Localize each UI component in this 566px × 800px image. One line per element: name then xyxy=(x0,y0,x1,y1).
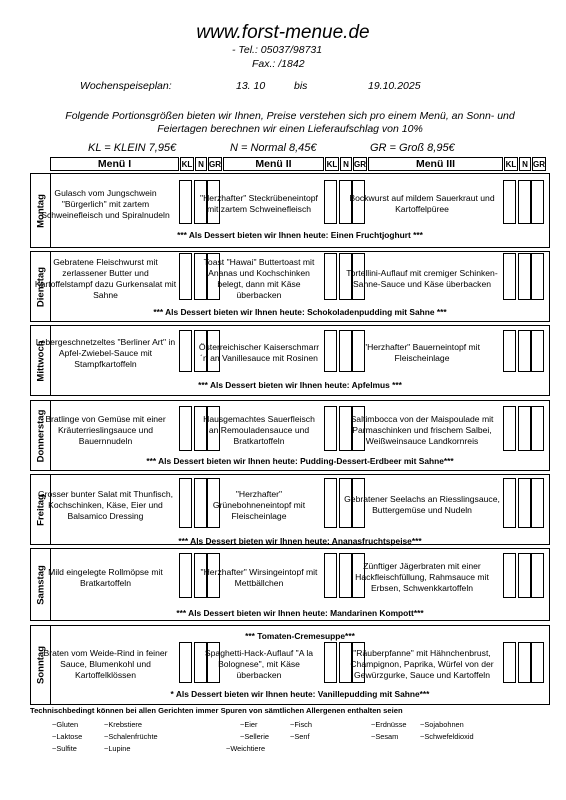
order-box-menu3-gr[interactable] xyxy=(531,330,544,372)
day-name: Sonntag xyxy=(35,646,46,684)
dish-text: Zünftiger Jägerbraten mit einer Hackfleischfüllung, Rahmsauce mit Erbsen, Schwenkkartoffeln xyxy=(355,561,489,593)
order-box-menu3-kl[interactable] xyxy=(503,330,516,372)
dish-text: Lebergeschnetzeltes "Berliner Art" in Apfel-Zwiebel-Sauce mit Stampfkartoffeln xyxy=(35,336,176,369)
dish-text: "Herzhafter" Grünebohneneintopf mit Fleischeinlage xyxy=(212,488,306,521)
order-box-menu3-kl[interactable] xyxy=(503,642,516,683)
day-block-dienstag xyxy=(30,251,550,322)
order-box-menu3-n[interactable] xyxy=(518,253,531,300)
order-box-menu1-kl[interactable] xyxy=(179,406,192,451)
day-block-freitag xyxy=(30,474,550,545)
menu-2-dish xyxy=(198,255,320,302)
menu-3-dish xyxy=(343,182,501,226)
column-header-n-2: N xyxy=(340,157,352,171)
dish-text: Saltimbocca von der Maispoulade mit Parmaschinken und frischem Salbei, Weißweinsauce Landkornreis xyxy=(350,414,494,446)
plan-label: Wochenspeiseplan: xyxy=(80,80,172,92)
menu-3-dish xyxy=(343,644,501,685)
order-box-menu3-gr[interactable] xyxy=(531,253,544,300)
menu-1-dish xyxy=(34,255,177,302)
dish-text: Hausgemachtes Sauerfleisch an Remouladensauce und Bratkartoffeln xyxy=(203,414,315,446)
dessert-line: *** Als Dessert bieten wir Ihnen heute: Mandarinen Kompott*** xyxy=(176,608,424,618)
dish-text: Spaghetti-Hack-Auflauf "A la Bolognese", mit Käse überbacken xyxy=(204,648,314,680)
allergen-item: ~Fisch xyxy=(290,720,312,729)
dish-text: Gulasch vom Jungschwein "Bürgerlich" mit zartem Schweinefleisch und Spiralnudeln xyxy=(41,187,170,220)
menu-2-dish xyxy=(198,408,320,453)
order-box-menu3-gr[interactable] xyxy=(531,642,544,683)
allergen-item: ~Sesam xyxy=(371,732,399,741)
day-name: Freitag xyxy=(35,493,46,526)
menu-2-dish xyxy=(198,332,320,374)
allergen-item: ~Senf xyxy=(290,732,310,741)
day-name: Montag xyxy=(35,193,46,228)
allergen-item: ~Schalenfrüchte xyxy=(104,732,158,741)
menu-2-dish xyxy=(198,644,320,685)
order-box-menu3-n[interactable] xyxy=(518,478,531,528)
menu-1-dish xyxy=(34,182,177,226)
column-header-gr-3: GR xyxy=(532,157,546,171)
dessert-line: *** Als Dessert bieten wir Ihnen heute: Pudding-Dessert-Erdbeer mit Sahne*** xyxy=(146,456,454,466)
order-box-menu1-kl[interactable] xyxy=(179,478,192,528)
dish-text: "Herzhafter" Wirsingeintopf mit Mettbällchen xyxy=(200,566,318,588)
dish-text: Bockwurst auf mildem Sauerkraut und Kartoffelpüree xyxy=(349,193,495,214)
menu-1-dish xyxy=(34,555,177,600)
allergen-item: ~Sulfite xyxy=(52,744,77,753)
day-name: Dienstag xyxy=(35,266,46,307)
order-box-menu3-n[interactable] xyxy=(518,642,531,683)
order-box-menu3-kl[interactable] xyxy=(503,553,516,598)
order-box-menu2-kl[interactable] xyxy=(324,642,337,683)
day-name: Samstag xyxy=(35,564,46,605)
column-header-n-3: N xyxy=(519,157,531,171)
allergen-item: ~Laktose xyxy=(52,732,83,741)
menu-1-dish xyxy=(34,332,177,374)
column-header-kl-3: KL xyxy=(504,157,518,171)
order-box-menu3-n[interactable] xyxy=(518,553,531,598)
allergen-item: ~Sellerie xyxy=(240,732,269,741)
order-box-menu1-kl[interactable] xyxy=(179,253,192,300)
order-box-menu3-n[interactable] xyxy=(518,406,531,451)
column-header-kl-1: KL xyxy=(180,157,194,171)
menu-2-dish xyxy=(198,555,320,600)
dessert-line: * Als Dessert bieten wir Ihnen heute: Vanillepudding mit Sahne*** xyxy=(170,689,430,699)
allergen-note: Technischbedingt können bei allen Gerichten immer Spuren von sämtlichen Allergenen enthalten seien xyxy=(30,706,403,715)
day-block-sonntag xyxy=(30,625,550,705)
order-box-menu2-kl[interactable] xyxy=(324,330,337,372)
dessert-line: *** Als Dessert bieten wir Ihnen heute: Apfelmus *** xyxy=(198,380,402,390)
dish-text: Grosser bunter Salat mit Thunfisch, Kochschinken, Käse, Eier und Balsamico Dressing xyxy=(37,488,173,521)
dish-text: Bratlinge von Gemüse mit einer Kräuterrieslingsauce und Bauernnudeln xyxy=(45,414,166,446)
allergen-item: ~Sojabohnen xyxy=(420,720,464,729)
menu-3-dish xyxy=(343,332,501,374)
order-box-menu3-n[interactable] xyxy=(518,330,531,372)
telephone: - Tel.: 05037/98731 xyxy=(232,44,323,56)
column-header-n-1: N xyxy=(195,157,207,171)
column-header-kl-2: KL xyxy=(325,157,339,171)
dish-text: "Herzhafter" Bauerneintopf mit Fleischeinlage xyxy=(364,342,480,363)
allergen-item: ~Krebstiere xyxy=(104,720,142,729)
allergen-item: ~Weichtiere xyxy=(226,744,266,753)
size-kl: KL = KLEIN 7,95€ xyxy=(88,142,177,154)
column-header-gr-2: GR xyxy=(353,157,367,171)
order-box-menu3-gr[interactable] xyxy=(531,553,544,598)
order-box-menu3-gr[interactable] xyxy=(531,406,544,451)
order-box-menu2-kl[interactable] xyxy=(324,553,337,598)
menu-1-dish xyxy=(34,408,177,453)
dessert-line: *** Als Dessert bieten wir Ihnen heute: Einen Fruchtjoghurt *** xyxy=(177,230,423,240)
day-name: Donnerstag xyxy=(35,409,46,462)
dessert-line: *** Als Dessert bieten wir Ihnen heute: Ananasfruchtspeise*** xyxy=(178,536,422,546)
column-header-menu3: Menü III xyxy=(368,157,503,171)
day-block-donnerstag xyxy=(30,400,550,471)
dish-text: Mild eingelegte Rollmöpse mit Bratkartoffeln xyxy=(48,566,163,588)
column-header-menu1: Menü I xyxy=(50,157,179,171)
soup-line: *** Tomaten-Cremesuppe*** xyxy=(245,631,355,641)
allergen-item: ~Eier xyxy=(240,720,258,729)
dish-text: Gebratener Seelachs an Riesslingsauce, Buttergemüse und Nudeln xyxy=(344,494,500,515)
date-separator: bis xyxy=(294,80,308,92)
order-box-menu3-kl[interactable] xyxy=(503,406,516,451)
website-title: www.forst-menue.de xyxy=(196,22,370,43)
dessert-line: *** Als Dessert bieten wir Ihnen heute: Schokoladenpudding mit Sahne *** xyxy=(153,307,447,317)
dish-text: "Räuberpfanne" mit Hähnchenbrust, Champignon, Paprika, Würfel von der Gewürzgurke, Sauce und Kartoffeln xyxy=(350,648,494,680)
menu-2-dish xyxy=(198,480,320,530)
dish-text: Toast "Hawai" Buttertoast mit Ananas und Kochschinken belegt, dann mit Käse überbacken xyxy=(203,256,315,300)
size-gr: GR = Groß 8,95€ xyxy=(370,142,455,154)
order-box-menu1-kl[interactable] xyxy=(179,180,192,224)
order-box-menu3-gr[interactable] xyxy=(531,478,544,528)
order-box-menu2-kl[interactable] xyxy=(324,180,337,224)
menu-2-dish xyxy=(198,182,320,226)
menu-3-dish xyxy=(343,408,501,453)
order-box-menu2-kl[interactable] xyxy=(324,478,337,528)
menu-3-dish xyxy=(343,480,501,530)
dish-text: Tortellini-Auflauf mit cremiger Schinken-Sahne-Sauce und Käse überbacken xyxy=(346,267,498,289)
pricing-info-line2: Feiertagen berechnen wir einen Lieferaufschlag von 10% xyxy=(157,123,423,135)
order-box-menu3-kl[interactable] xyxy=(503,180,516,224)
order-box-menu1-kl[interactable] xyxy=(179,330,192,372)
menu-3-dish xyxy=(343,255,501,302)
fax: Fax.: /1842 xyxy=(252,58,305,70)
dish-text: Braten vom Weide-Rind in feiner Sauce, Blumenkohl und Kartoffelklössen xyxy=(43,648,168,680)
day-block-samstag xyxy=(30,548,550,621)
allergen-item: ~Gluten xyxy=(52,720,79,729)
menu-1-dish xyxy=(34,480,177,530)
order-box-menu3-kl[interactable] xyxy=(503,478,516,528)
date-to: 19.10.2025 xyxy=(368,80,421,92)
allergen-item: ~Schwefeldioxid xyxy=(420,732,474,741)
day-name: Mittwoch xyxy=(35,339,46,382)
menu-1-dish xyxy=(34,644,177,685)
menu-3-dish xyxy=(343,555,501,600)
order-box-menu1-kl[interactable] xyxy=(179,642,192,683)
order-box-menu3-n[interactable] xyxy=(518,180,531,224)
dish-text: Österreichischer Kaiserschmarr´n an Vanillesauce mit Rosinen xyxy=(198,342,320,363)
column-header-menu2: Menü II xyxy=(223,157,324,171)
pricing-info xyxy=(40,110,540,136)
order-box-menu1-kl[interactable] xyxy=(179,553,192,598)
dish-text: Gebratene Fleischwurst mit zerlassener Butter und Kartoffelstampf dazu Gurkensalat mit Sahne xyxy=(34,256,177,300)
order-box-menu3-gr[interactable] xyxy=(531,180,544,224)
day-block-mittwoch xyxy=(30,325,550,396)
size-n: N = Normal 8,45€ xyxy=(230,142,317,154)
day-block-montag xyxy=(30,173,550,248)
allergen-item: ~Lupine xyxy=(104,744,131,753)
pricing-info-line1: Folgende Portionsgrößen bieten wir Ihnen, Preise verstehen sich pro einem Menü, an Sonn- und xyxy=(65,110,515,122)
column-header-gr-1: GR xyxy=(208,157,222,171)
dish-text: "Herzhafter" Steckrübeneintopf mit zartem Schweinefleisch xyxy=(200,193,318,214)
allergen-item: ~Erdnüsse xyxy=(371,720,407,729)
order-box-menu2-kl[interactable] xyxy=(324,253,337,300)
order-box-menu2-kl[interactable] xyxy=(324,406,337,451)
order-box-menu3-kl[interactable] xyxy=(503,253,516,300)
date-from: 13. 10 xyxy=(236,80,266,92)
